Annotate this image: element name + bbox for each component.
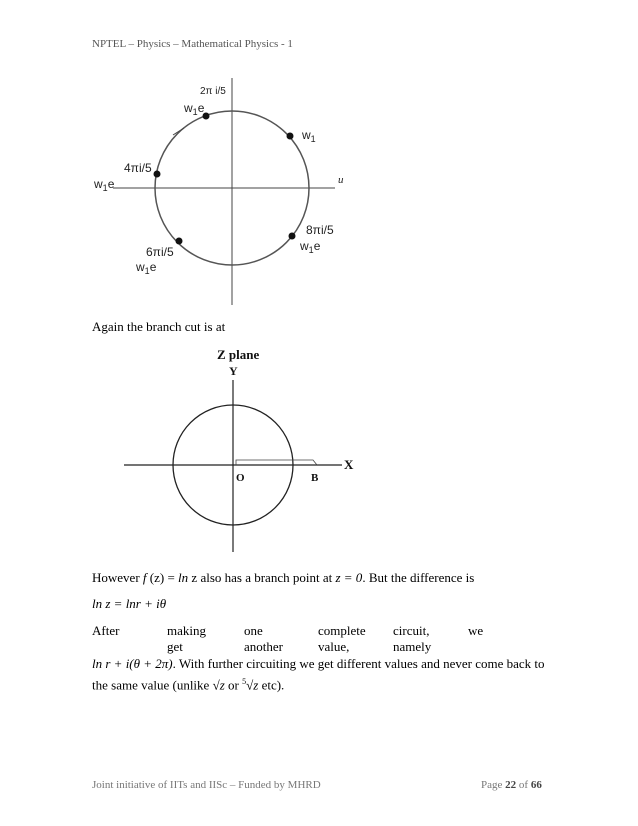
word: value, (318, 639, 350, 654)
root-point-bottom-right (289, 233, 296, 240)
further-circuiting-paragraph: ln r + i(θ + 2π). With further circuiting we get different values and never come back to (92, 656, 545, 671)
root-point-bottom-left (176, 238, 183, 245)
z-plane-diagram (124, 347, 354, 552)
word: namely (393, 639, 432, 654)
page-header: NPTEL – Physics – Mathematical Physics - 1 (92, 38, 293, 50)
left-root-label: $w_1e$ (94, 177, 115, 193)
right-root-label: $w_1$ (302, 128, 316, 144)
bottom-left-root-label: $w_1e$ (136, 260, 157, 276)
bottom-right-root-label: $w_1e$ (300, 239, 321, 255)
point-b-label: B (311, 472, 319, 484)
sqrt-z: √z (212, 677, 225, 693)
branch-cut-text: Again the branch cut is at (92, 319, 226, 334)
top-exponent-label: 2π i/5 (200, 86, 226, 97)
root-point-left (154, 171, 161, 178)
word: circuit, (393, 623, 430, 638)
fifth-root-z: √z (246, 677, 259, 693)
x-axis-label: X (344, 457, 354, 472)
tick-mark (173, 128, 184, 135)
word: get (167, 639, 183, 654)
root-index: 5 (242, 677, 247, 686)
z-plane-title: Z plane (217, 347, 260, 362)
bottom-left-exponent-label: 6πi/5 (146, 245, 174, 259)
bottom-right-exponent-label: 8πi/5 (306, 223, 334, 237)
y-axis-label: Y (229, 364, 238, 378)
word: making (167, 623, 206, 638)
page-number: Page 22 of 66 (481, 779, 542, 791)
branch-cut-bracket (236, 460, 317, 465)
word: After (92, 623, 120, 638)
footer-credit: Joint initiative of IITs and IISc – Funded by MHRD (92, 779, 321, 791)
word: another (244, 639, 283, 654)
log-equation: ln z = lnr + iθ (92, 596, 167, 611)
word: one (244, 623, 263, 638)
word: complete (318, 623, 366, 638)
origin-label: O (236, 472, 245, 484)
root-point-right (287, 133, 294, 140)
roots-comparison-paragraph: the same value (unlike √z or $^5$√z etc). (92, 677, 285, 693)
roots-of-unity-diagram (93, 78, 344, 305)
left-exponent-label: 4πi/5 (124, 161, 152, 175)
u-axis-label: u (338, 174, 344, 186)
top-root-label: $w_1e$ (184, 101, 205, 117)
branch-point-paragraph: However f (z) = ln z also has a branch point at z = 0. But the difference is (92, 570, 475, 585)
word: we (468, 623, 484, 638)
